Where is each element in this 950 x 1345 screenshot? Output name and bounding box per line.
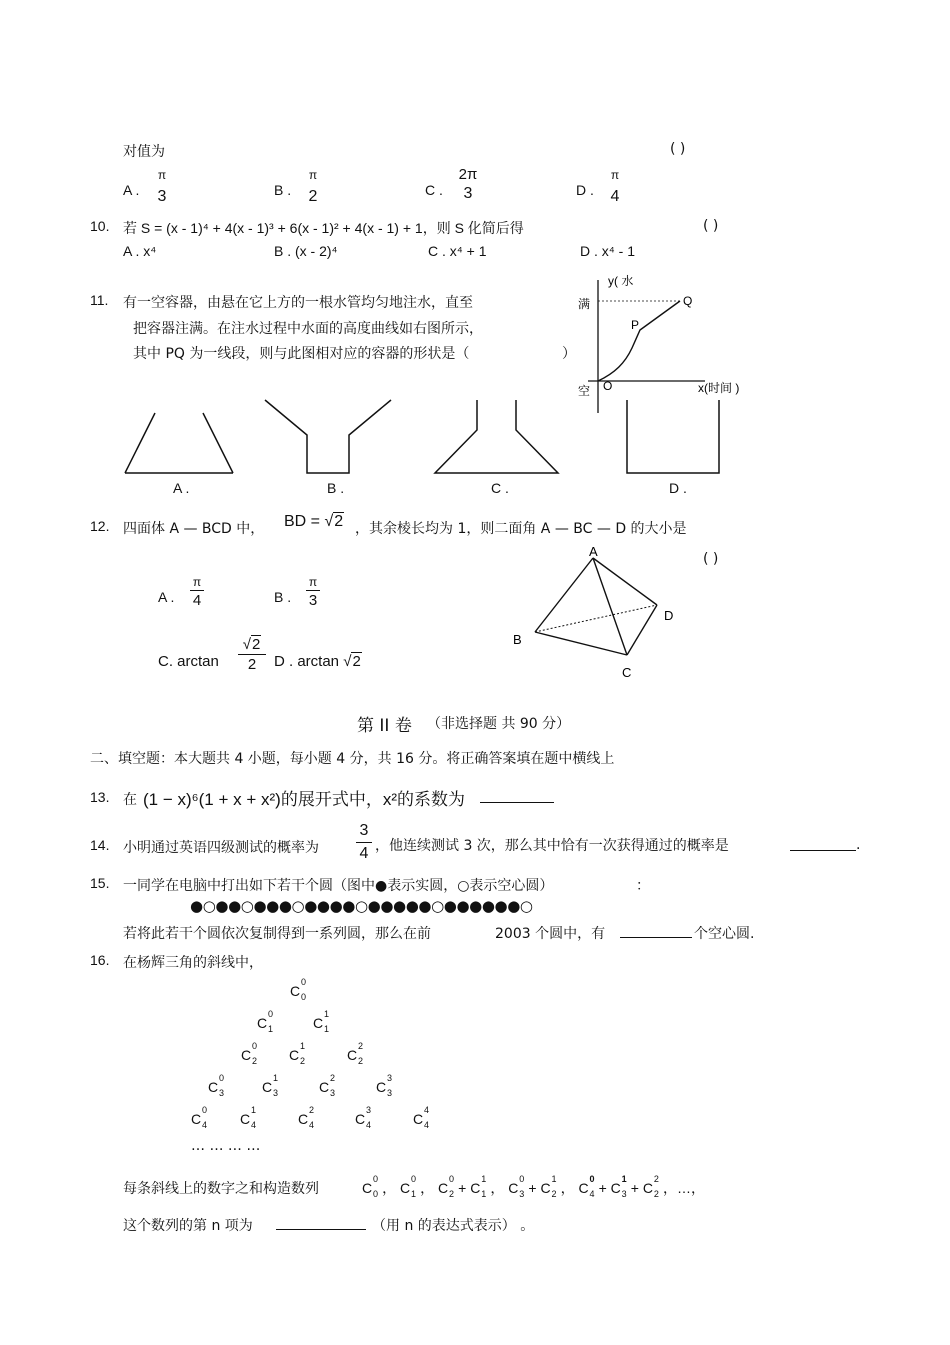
q14-stem-post: ，他连续测试 3 次，那么其中恰有一次获得通过的概率是	[375, 838, 729, 854]
q10-option-b: B . (x - 2)⁴	[274, 243, 338, 259]
q12-option-a-fraction: π 4	[188, 575, 206, 609]
q9-option-b-fraction: π 2	[308, 168, 318, 205]
q10-stem: 若 S = (x - 1)⁴ + 4(x - 1)³ + 6(x - 1)² + 4(x - 1) + 1，则 S 化简后得	[123, 220, 524, 236]
q12-option-c-fraction: √2 2	[238, 636, 266, 673]
q14-number: 14.	[90, 837, 110, 853]
binom-c3-1: C 1 3	[262, 1073, 279, 1098]
binom-c2-1: C 1 2	[289, 1041, 306, 1066]
q11-stem-line2: 把容器注满。在注水过程中水面的高度曲线如右图所示，	[133, 321, 483, 337]
q10-option-d: D . x⁴ - 1	[580, 243, 636, 259]
empty-label: 空	[578, 384, 591, 398]
q15-colon: ：	[636, 878, 650, 894]
q10-answer-bracket: ( )	[703, 218, 719, 234]
q9-stem-tail: 对值为	[123, 144, 165, 160]
binom-c0-0: C 0 0	[290, 977, 307, 1002]
q9-option-b: B .	[274, 182, 292, 198]
q11-container-shapes	[115, 395, 735, 480]
q9-option-a: A .	[123, 182, 140, 198]
q9-answer-bracket: ( )	[670, 141, 686, 157]
q16-number: 16.	[90, 952, 110, 968]
q16-last-line-a: 这个数列的第 n 项为	[123, 1218, 253, 1234]
q11-option-b-label: B .	[327, 480, 345, 496]
container-c-shape	[435, 400, 558, 473]
q12-stem-b: ，其余棱长均为 1，则二面角 A — BC — D 的大小是	[355, 521, 687, 537]
q15-circle-sequence: ●○●●○●●●○●●●●○●●●●●○●●●●●●○	[190, 897, 533, 915]
q9-option-c: C .	[425, 182, 443, 198]
section-2-heading: 二、填空题：本大题共 4 小题，每小题 4 分，共 16 分。将正确答案填在题中横线上	[90, 751, 615, 767]
point-p-label: P	[631, 318, 640, 332]
edge-ac	[593, 558, 627, 655]
point-q-label: Q	[683, 294, 693, 308]
q16-last-line-b: （用 n 的表达式表示） 。	[372, 1218, 535, 1234]
vertex-c-label: C	[622, 665, 632, 680]
q12-option-b-fraction: π 3	[304, 575, 322, 609]
q13-pre: 在	[123, 792, 137, 808]
q12-tetrahedron-figure	[505, 540, 695, 685]
y-axis-label: y( 水	[608, 274, 634, 288]
edge-cd	[627, 605, 657, 655]
q12-number: 12.	[90, 518, 110, 534]
vertex-a-label: A	[589, 544, 598, 559]
q12-bd-expression: BD = √2	[284, 513, 344, 530]
binom-c2-2: C 2 2	[347, 1041, 364, 1066]
q9-option-c-fraction: 2π 3	[458, 166, 478, 202]
q14-stem-pre: 小明通过英语四级测试的概率为	[123, 840, 319, 856]
water-level-curve	[598, 301, 680, 381]
container-b-shape	[265, 400, 391, 473]
q14-probability-fraction: 3 4	[356, 822, 372, 863]
q10-number: 10.	[90, 218, 110, 234]
edge-bc	[535, 632, 627, 655]
part2-title: 第 II 卷	[357, 716, 412, 736]
binom-c3-3: C 3 3	[376, 1073, 393, 1098]
part2-subtitle: （非选择题 共 90 分）	[427, 716, 571, 732]
q16-sequence-terms: C 0 0 ， C 0 1 ， C 0 2 + C 1 1 ， C 0 3 + C 1 2 ， C 0 4 + C 1 3 + C 2 2 ，…，	[362, 1174, 705, 1199]
q13-number: 13.	[90, 789, 110, 805]
binom-c1-0: C 0 1	[257, 1009, 274, 1034]
q15-number: 15.	[90, 875, 110, 891]
q13-answer-blank[interactable]	[480, 788, 554, 803]
q14-period: .	[856, 837, 861, 853]
binom-c1-1: C 1 1	[313, 1009, 330, 1034]
q16-sequence-text: 每条斜线上的数字之和构造数列	[123, 1181, 319, 1197]
container-a-shape	[125, 413, 233, 473]
q12-stem-a: 四面体 A — BCD 中，	[123, 521, 265, 537]
binom-c4-1: C 1 4	[240, 1105, 257, 1130]
binom-c4-2: C 2 4	[298, 1105, 315, 1130]
q12-option-a: A .	[158, 589, 175, 605]
container-d-shape	[627, 400, 719, 473]
x-axis-label: x(时间 )	[698, 381, 740, 395]
edge-ad	[593, 558, 657, 605]
q13-expression: (1 − x)⁶(1 + x + x²)的展开式中，x²的系数为	[143, 790, 465, 809]
binom-c2-0: C 0 2	[241, 1041, 258, 1066]
full-label: 满	[578, 297, 591, 311]
q15-stem-line3b: 2003 个圆中，有	[495, 926, 606, 942]
q12-option-d: D . arctan √2	[274, 653, 361, 670]
binom-c3-0: C 0 3	[208, 1073, 225, 1098]
binom-c3-2: C 2 3	[319, 1073, 336, 1098]
q15-stem-line1: 一同学在电脑中打出如下若干个圆（图中●表示实圆，○表示空心圆）	[123, 878, 554, 894]
q11-stem-line3: 其中 PQ 为一线段，则与此图相对应的容器的形状是（	[133, 346, 470, 362]
binom-c4-4: C 4 4	[413, 1105, 430, 1130]
q15-stem-line3a: 若将此若干个圆依次复制得到一系列圆，那么在前	[123, 926, 431, 942]
vertex-b-label: B	[513, 632, 522, 647]
q11-number: 11.	[90, 292, 109, 308]
q15-stem-line3c: 个空心圆.	[694, 926, 755, 942]
q9-option-d-fraction: π 4	[610, 168, 620, 205]
q11-option-a-label: A .	[173, 480, 190, 496]
q12-option-c: C. arctan	[158, 653, 219, 670]
q11-stem-close: ）	[562, 346, 576, 362]
q11-option-d-label: D .	[669, 480, 687, 496]
q16-answer-blank[interactable]	[276, 1215, 366, 1230]
q12-option-b: B .	[274, 589, 292, 605]
q11-option-c-label: C .	[491, 480, 509, 496]
q16-stem: 在杨辉三角的斜线中，	[123, 955, 263, 971]
vertex-d-label: D	[664, 608, 674, 623]
q12-answer-bracket: ( )	[703, 551, 719, 567]
q9-option-a-fraction: π 3	[157, 168, 167, 205]
edge-ab	[535, 558, 593, 632]
binom-c4-0: C 0 4	[191, 1105, 208, 1130]
q14-answer-blank[interactable]	[790, 836, 856, 851]
q10-option-c: C . x⁴ + 1	[428, 243, 487, 259]
q11-stem-line1: 有一空容器，由悬在它上方的一根水管均匀地注水，直至	[123, 295, 473, 311]
pascal-ellipsis: … … … …	[191, 1138, 261, 1154]
origin-label: O	[603, 379, 613, 393]
q10-option-a: A . x⁴	[123, 243, 157, 259]
q9-option-d: D .	[576, 182, 594, 198]
q15-answer-blank[interactable]	[620, 923, 692, 938]
binom-c4-3: C 3 4	[355, 1105, 372, 1130]
